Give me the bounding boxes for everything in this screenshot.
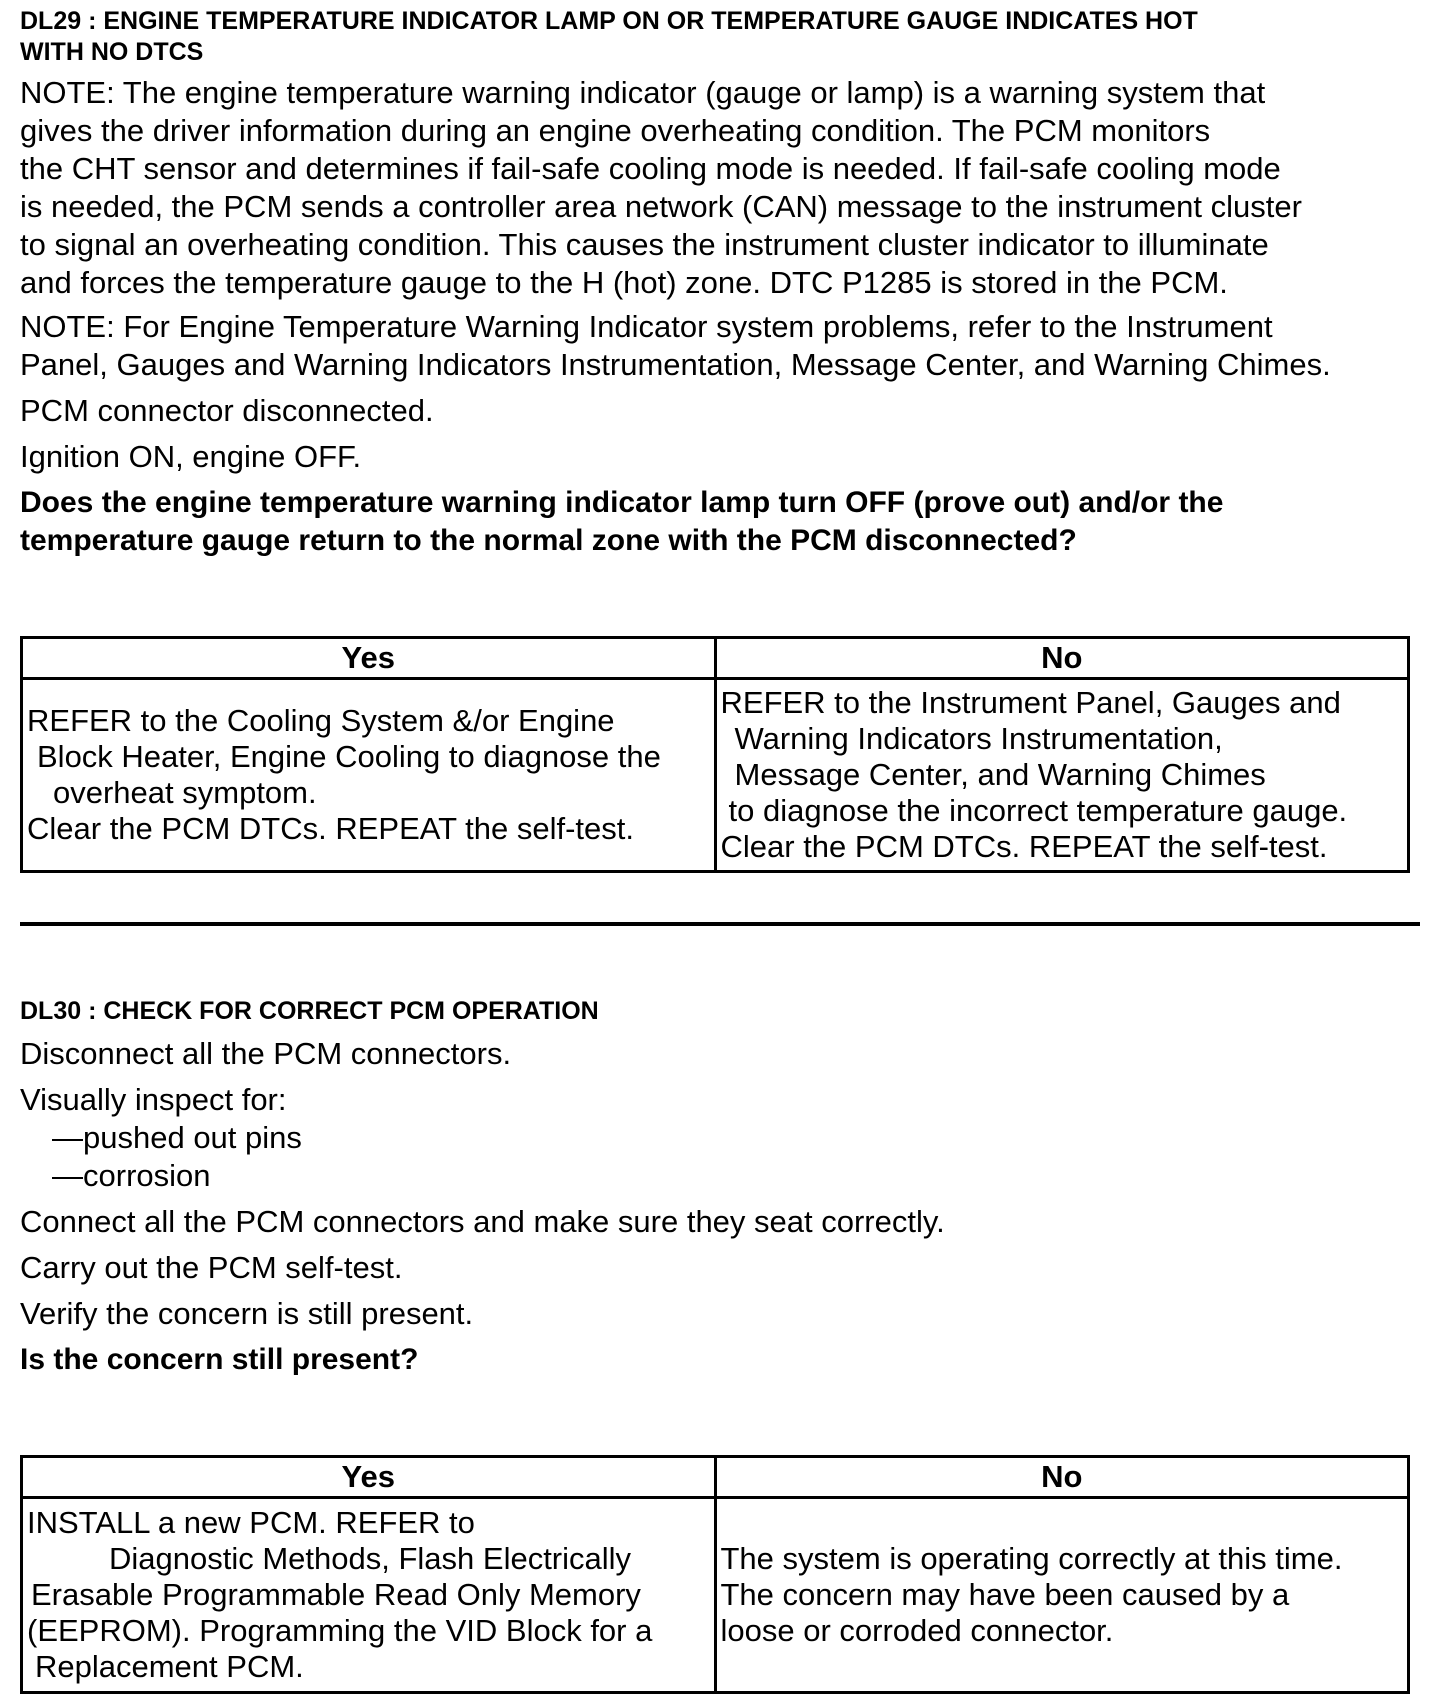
dl29-step-ignition-on: Ignition ON, engine OFF. [20,439,362,474]
yes-header: Yes [22,1457,716,1498]
dl30-step-disconnect: Disconnect all the PCM connectors. [20,1036,512,1071]
note-line: Panel, Gauges and Warning Indicators Instrumentation, Message Center, and Warning Chimes. [20,347,1331,382]
dl30-section [20,996,1420,1379]
cell-line: The system is operating correctly at this time. [720,1541,1343,1576]
table-header-row [22,1457,1409,1498]
dl30-bullet-corrosion: —corrosion [52,1158,211,1193]
cell-line: loose or corroded connector. [720,1613,1114,1648]
cell-line: (EEPROM). Programming the VID Block for a [27,1613,653,1648]
cell-line: Message Center, and Warning Chimes [734,757,1266,792]
note-line: the CHT sensor and determines if fail-safe cooling mode is needed. If fail-safe cooling mode [20,151,1281,186]
table-row [22,679,1409,872]
dl29-heading-line: WITH NO DTCS [20,38,204,66]
note-line: is needed, the PCM sends a controller area network (CAN) message to the instrument cluster [20,189,1302,224]
cell-line: The concern may have been caused by a [720,1577,1290,1612]
dl29-note-refer-instrument [20,308,1420,384]
note-line: NOTE: The engine temperature warning indicator (gauge or lamp) is a warning system that [20,75,1266,110]
note-line: and forces the temperature gauge to the H (hot) zone. DTC P1285 is stored in the PCM. [20,265,1228,300]
cell-line: overheat symptom. [53,775,317,810]
no-header: No [715,638,1409,679]
dl30-heading: DL30 : CHECK FOR CORRECT PCM OPERATION [20,997,599,1025]
dl29-step-pcm-disconnected: PCM connector disconnected. [20,393,434,428]
no-action-cell [715,1498,1409,1693]
no-action-cell [715,679,1409,872]
table-header-row [22,638,1409,679]
note-line: to signal an overheating condition. This causes the instrument cluster indicator to illuminate [20,227,1269,262]
dl30-step-verify: Verify the concern is still present. [20,1296,474,1331]
cell-line: Block Heater, Engine Cooling to diagnose the [37,739,661,774]
dl30-step-inspect: Visually inspect for: [20,1082,287,1117]
yes-action-cell [22,679,716,872]
dl30-step-connect: Connect all the PCM connectors and make sure they seat correctly. [20,1204,945,1239]
dl30-step-self-test: Carry out the PCM self-test. [20,1250,403,1285]
cell-line: INSTALL a new PCM. REFER to [27,1505,475,1540]
cell-line: to diagnose the incorrect temperature gauge. [728,793,1348,828]
table-row [22,1498,1409,1693]
cell-line: REFER to the Instrument Panel, Gauges and [720,685,1341,720]
cell-line: Diagnostic Methods, Flash Electrically [109,1541,632,1576]
cell-line: REFER to the Cooling System &/or Engine [27,703,615,738]
dl29-note-engine-temperature [20,74,1420,302]
dl29-question [20,484,1420,560]
dl29-heading [20,6,1420,68]
cell-line: Warning Indicators Instrumentation, [734,721,1223,756]
no-header: No [715,1457,1409,1498]
note-line: NOTE: For Engine Temperature Warning Indicator system problems, refer to the Instrument [20,309,1273,344]
cell-line: Erasable Programmable Read Only Memory [31,1577,641,1612]
section-divider [20,922,1420,926]
note-line: gives the driver information during an engine overheating condition. The PCM monitors [20,113,1211,148]
yes-action-cell [22,1498,716,1693]
cell-line: Replacement PCM. [35,1649,304,1684]
dl29-section [20,6,1420,560]
dl30-question: Is the concern still present? [20,1343,419,1376]
dl30-bullet-pins: —pushed out pins [52,1120,302,1155]
cell-line: Clear the PCM DTCs. REPEAT the self-test. [720,829,1328,864]
question-line: temperature gauge return to the normal zone with the PCM disconnected? [20,524,1077,557]
dl29-heading-line: DL29 : ENGINE TEMPERATURE INDICATOR LAMP ON OR TEMPERATURE GAUGE INDICATES HOT [20,7,1198,35]
cell-line: Clear the PCM DTCs. REPEAT the self-test. [27,811,634,846]
question-line: Does the engine temperature warning indicator lamp turn OFF (prove out) and/or the [20,486,1224,519]
yes-header: Yes [22,638,716,679]
dl29-result-table [20,636,1410,873]
dl30-result-table [20,1455,1410,1694]
